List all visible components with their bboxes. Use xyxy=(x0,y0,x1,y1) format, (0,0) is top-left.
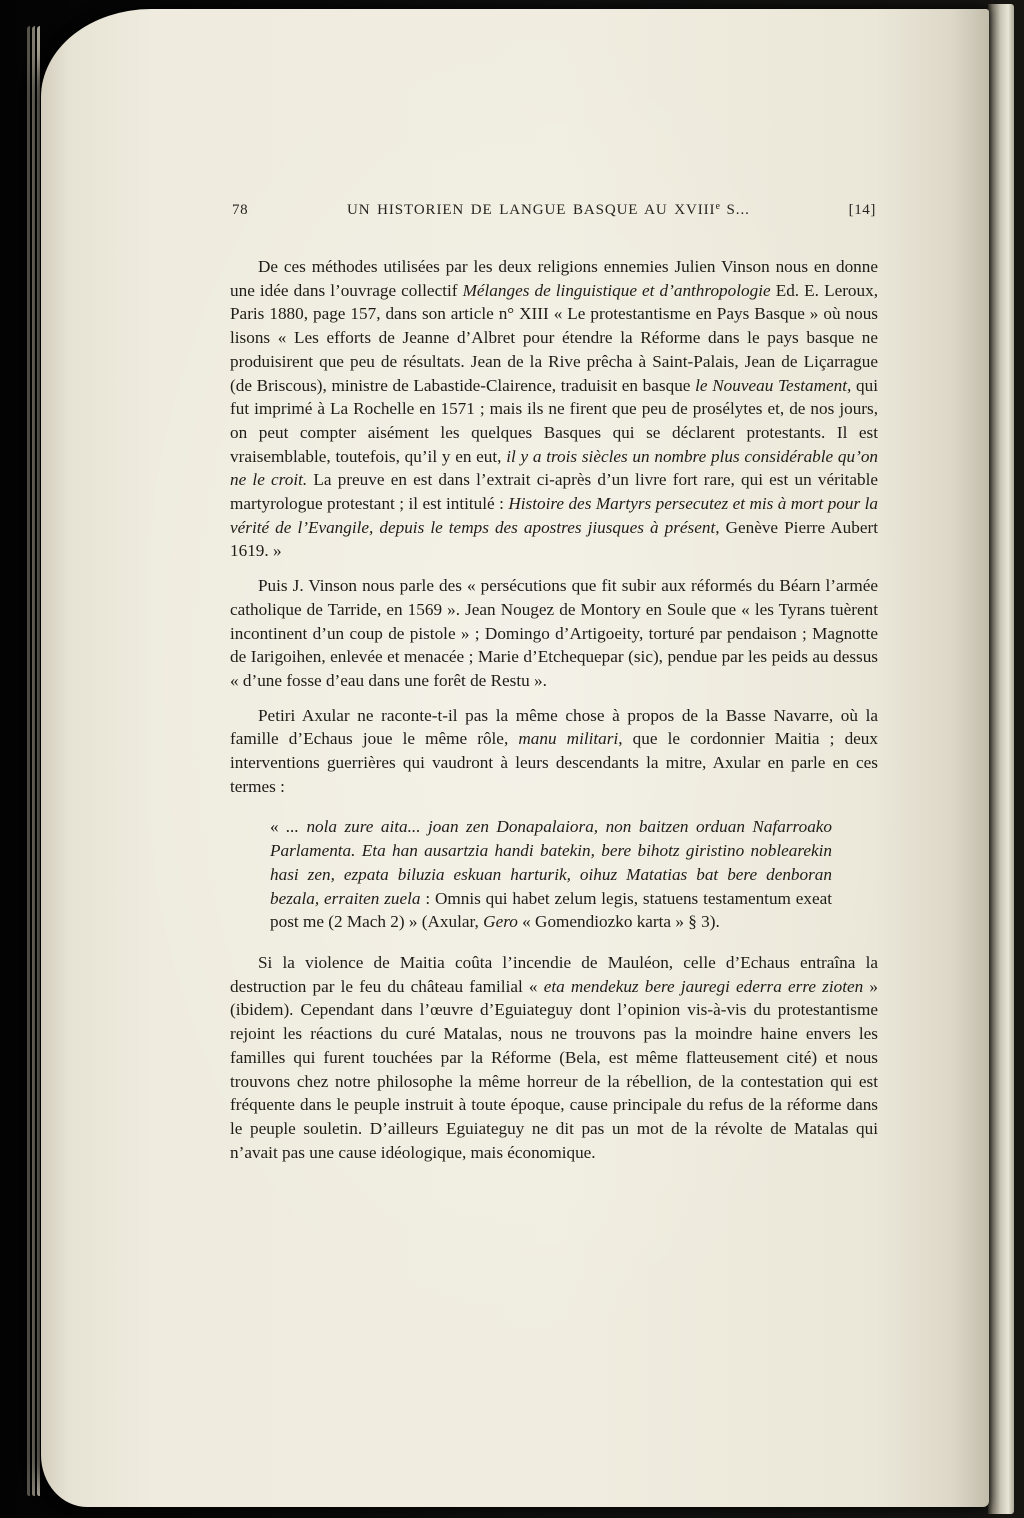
italic-run: manu militari xyxy=(518,729,619,749)
running-title-main: UN HISTORIEN DE LANGUE BASQUE AU XVIII xyxy=(347,202,716,218)
adjacent-page-edge xyxy=(988,4,1014,1514)
paragraph xyxy=(230,255,878,563)
text-run: « Gomendiozko karta » § 3). xyxy=(517,912,720,932)
page-stack-edge xyxy=(37,26,40,1496)
text-run: Puis J. Vinson nous parle des « persécutions que fit subir aux réformés du Béarn l’armée catholique de Tarride, en 1569 ». Jean Nougez de Montory en Soule que « les Tyrans tuèrent incontinent d’un coup de pistole » ; Domingo d’Artigoeity, torturé par pendaison ; Magnotte de Iarigoihen, enlevée et menacée ; Marie d’Etchequepar (sic), pendue par les peids au dessus « d’une fosse d’eau dans une forêt de Restu ». xyxy=(230,576,878,690)
text-run: , Genève Pierre Aubert 1619. » xyxy=(230,517,878,561)
page-stack-edge xyxy=(27,26,30,1496)
text-run: » (ibidem). Cependant dans l’œuvre d’Eguiateguy dont l’opinion vis-à-vis du protestantisme rejoint les réactions du curé Matalas, nous ne trouvons pas la moindre haine envers les familles qui furent touchées par la Réforme (Bela, est même flatteusement cité) et nous trouvons chez notre philosophe la même horreur de la rébellion, de la contestation qui est fréquente dans le peuple instruit à toute époque, cause principale du refus de la réforme dans le peuple souletin. D’ailleurs Eguiateguy ne dit pas un mot de la révolte de Matalas qui n’avait pas une cause idéologique, mais économique. xyxy=(230,976,878,1162)
paragraph xyxy=(230,704,878,799)
italic-run: Histoire des Martyrs persecutez et mis à mort pour la vérité de l’Evangile, depuis le temps des apostres jiusques à présent xyxy=(230,494,878,537)
running-title xyxy=(347,201,750,219)
block-quote xyxy=(270,815,832,934)
book-page xyxy=(41,9,989,1507)
text-run: De ces méthodes utilisées par les deux religions ennemies Julien Vinson nous en donne une idée dans l’ouvrage collectif xyxy=(230,257,878,300)
text-run: La preuve en est dans l’extrait ci-après d’un livre fort rare, qui est un véritable martyrologue protestant ; il est intitulé : xyxy=(230,470,878,514)
text-run: Si la violence de Maitia coûta l’incendie de Mauléon, celle d’Echaus entraîna la destruction par le feu du château familial « xyxy=(230,952,878,996)
text-run: Petiri Axular ne raconte-t-il pas la même chose à propos de la Basse Navarre, où la famille d’Echaus joue le même rôle, xyxy=(230,705,878,749)
italic-run: le Nouveau Testament, xyxy=(695,375,852,395)
text-run: qui fut imprimé à La Rochelle en 1571 ; mais ils ne firent que peu de prosélytes et, de nos jours, on peut compter aisément les quelques Basques qui se déclarent protestants. Il est vraisemblable, toutefois, qu’il y en eut, xyxy=(230,375,879,466)
running-header xyxy=(230,201,878,219)
paragraph xyxy=(230,951,878,1164)
text-run: , que le cordonnier Maitia ; deux interventions guerrières qui vaudront à leurs descendants la mitre, Axular en parle en ces termes : xyxy=(230,729,878,796)
page-number: 78 xyxy=(232,202,249,218)
paragraph xyxy=(230,574,878,693)
running-title-tail: S... xyxy=(719,202,750,218)
italic-run: ... nola zure aita... joan zen Donapalaiora, non baitzen orduan Nafarroako Parlamenta. Eta han ausartzia handi batekin, bere bihotz giristino noblearekin hasi zen, ezpata biluzia eskuan harturik, oihuz Matatias bat bere denboran bezala, erraiten zuela xyxy=(270,817,833,908)
page-stack-edge xyxy=(32,26,35,1496)
text-block xyxy=(230,201,878,1175)
body-paragraphs xyxy=(230,255,878,1164)
text-run: Ed. E. Leroux, Paris 1880, page 157, dans son article n° XIII « Le protestantisme en Pays Basque » où nous lisons « Les efforts de Jeanne d’Albret pour étendre la Réforme dans le pays basque ne produisirent que peu de résultats. Jean de la Rive prêcha à Saint-Palais, Jean de Liçarrague (de Briscous), ministre de Labastide-Clairence, traduisit en basque xyxy=(230,280,878,395)
italic-run: eta mendekuz bere jauregi ederra erre zioten xyxy=(543,976,864,996)
italic-run: Mélanges de linguistique et d’anthropologie xyxy=(462,280,771,300)
running-title-superscript: e xyxy=(715,201,720,212)
text-run: : Omnis qui habet zelum legis, statuens testamentum exeat post me (2 Mach 2) » (Axular, xyxy=(270,888,832,932)
italic-run: il y a trois siècles un nombre plus considérable qu’on ne le croit. xyxy=(230,446,879,490)
italic-run: Gero xyxy=(483,912,518,932)
folio-number: [14] xyxy=(848,202,876,218)
text-run: « xyxy=(270,817,287,837)
